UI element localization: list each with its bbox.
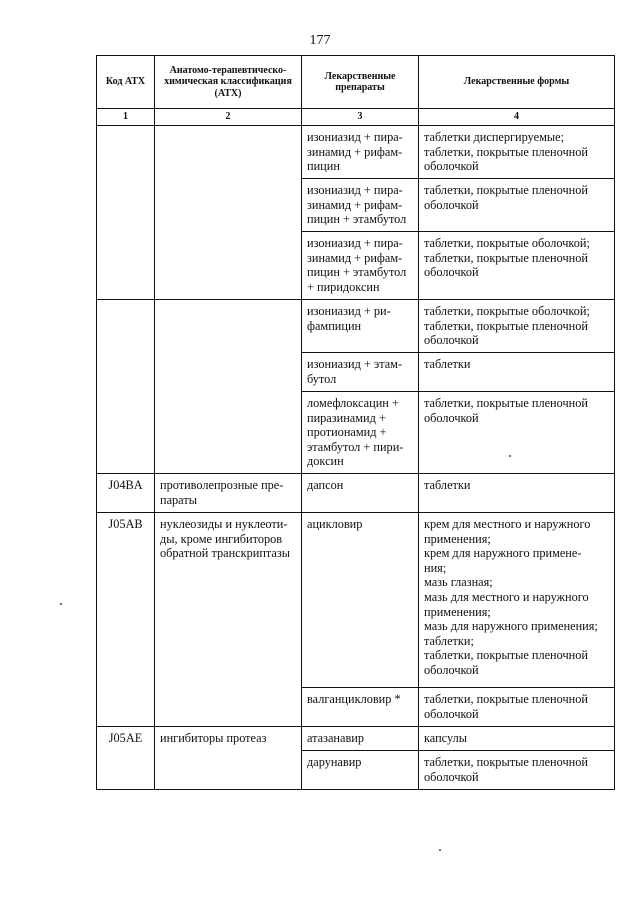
table-row (97, 126, 615, 179)
table-row (97, 474, 615, 513)
classification-cell: противолепрозные пре- параты (155, 474, 302, 513)
drug-cell: валганцикловир * (302, 688, 419, 727)
drug-cell: изониазид + пира- зинамид + рифам- пицин (302, 126, 419, 179)
column-number: 3 (302, 109, 419, 126)
drug-cell: ацикловир (302, 513, 419, 688)
classification-cell: ингибиторы протеаз (155, 727, 302, 790)
classification-cell (155, 300, 302, 474)
drug-cell: изониазид + этам- бутол (302, 353, 419, 392)
column-number: 2 (155, 109, 302, 126)
header-classification: Анатомо-терапевтическо-химическая классификация (АТХ) (155, 56, 302, 109)
forms-cell: таблетки диспергируемые; таблетки, покрытые пленочной оболочкой (419, 126, 615, 179)
forms-cell: таблетки, покрытые пленочной оболочкой (419, 179, 615, 232)
code-cell (97, 300, 155, 474)
column-number: 4 (419, 109, 615, 126)
forms-cell: таблетки, покрытые пленочной оболочкой (419, 751, 615, 790)
classification-cell (155, 126, 302, 300)
forms-cell: капсулы (419, 727, 615, 751)
code-cell: J04BA (97, 474, 155, 513)
header-code: Код АТХ (97, 56, 155, 109)
table-row (97, 513, 615, 688)
table-row (97, 300, 615, 353)
header-forms: Лекарственные формы (419, 56, 615, 109)
forms-cell: таблетки, покрытые пленочной оболочкой (419, 392, 615, 474)
code-cell: J05AB (97, 513, 155, 727)
classification-cell: нуклеозиды и нуклеоти- ды, кроме ингибиторов обратной транскриптазы (155, 513, 302, 727)
forms-cell: таблетки, покрытые пленочной оболочкой (419, 688, 615, 727)
forms-cell: таблетки, покрытые оболочкой; таблетки, покрытые пленочной оболочкой (419, 300, 615, 353)
forms-cell: таблетки (419, 353, 615, 392)
forms-cell: таблетки (419, 474, 615, 513)
table-row (97, 727, 615, 751)
code-cell (97, 126, 155, 300)
drug-cell: ломефлоксацин + пиразинамид + протионамид + этамбутол + пири- доксин (302, 392, 419, 474)
drug-cell: изониазид + пира- зинамид + рифам- пицин + этамбутол (302, 179, 419, 232)
drug-cell: изониазид + пира- зинамид + рифам- пицин + этамбутол + пиридоксин (302, 232, 419, 300)
column-number: 1 (97, 109, 155, 126)
scan-speck (439, 849, 441, 851)
drug-cell: дапсон (302, 474, 419, 513)
table-header-row (97, 56, 615, 109)
drug-cell: дарунавир (302, 751, 419, 790)
forms-cell: таблетки, покрытые оболочкой; таблетки, покрытые пленочной оболочкой (419, 232, 615, 300)
scan-speck (60, 603, 62, 605)
scan-speck (509, 455, 511, 457)
drug-cell: атазанавир (302, 727, 419, 751)
header-drugs: Лекарственные препараты (302, 56, 419, 109)
column-number-row (97, 109, 615, 126)
forms-cell: крем для местного и наружного применения; крем для наружного примене- ния; мазь глазная; мазь для местного и наружного применения; мазь для наружного применения; таблетки; таблетки, покрытые пленочной оболочкой (419, 513, 615, 688)
code-cell: J05AE (97, 727, 155, 790)
drug-cell: изониазид + ри- фампицин (302, 300, 419, 353)
atx-table (96, 55, 615, 790)
page-number: 177 (309, 33, 331, 48)
